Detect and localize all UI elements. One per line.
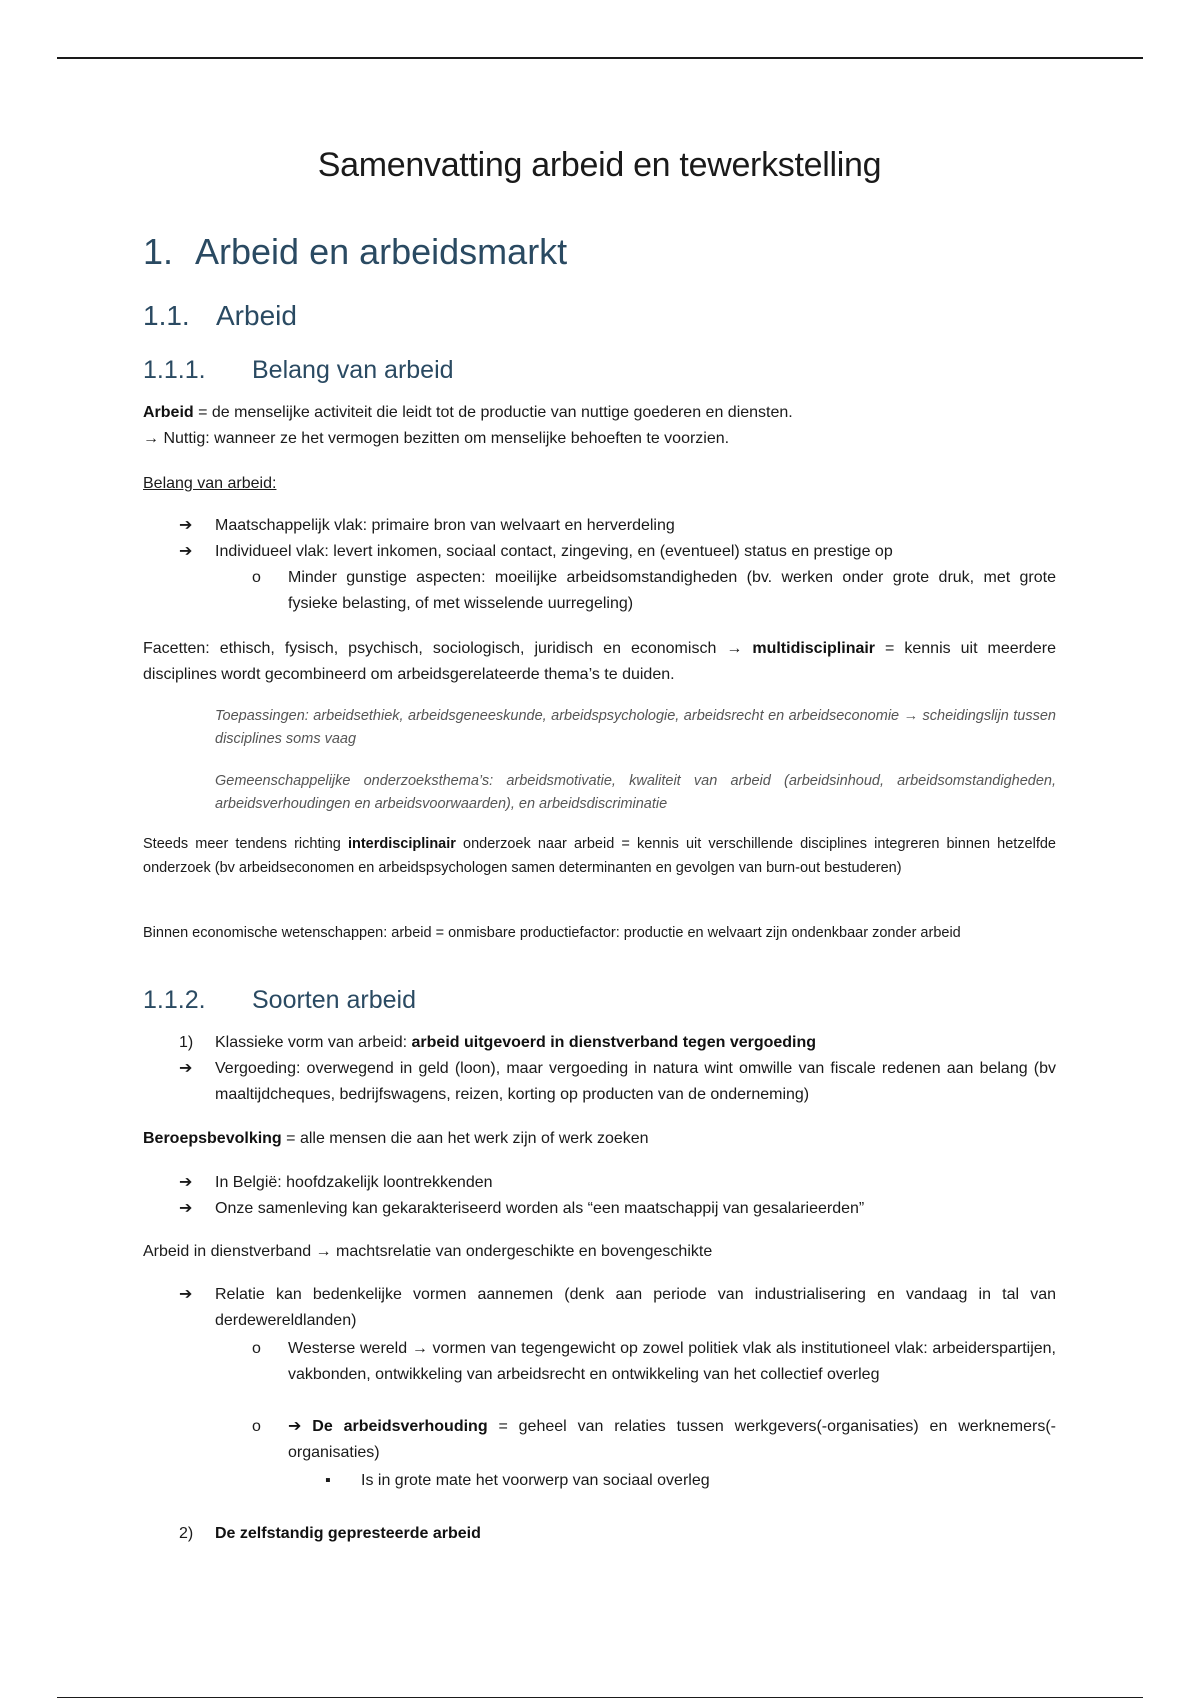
heading-number: 1.1.1. <box>143 356 206 384</box>
dienstverband-paragraph: Arbeid in dienstverband → machtsrelatie van ondergeschikte en bovengeschikte <box>143 1243 713 1260</box>
definition-text: = alle mensen die aan het werk zijn of werk zoeken <box>281 1130 649 1147</box>
belang-heading: Belang van arbeid: <box>143 475 277 492</box>
heading-1 <box>143 231 567 273</box>
numbered-item <box>179 1030 1056 1056</box>
paragraph-text: = kennis uit meerdere disciplines wordt gecombineerd om arbeidsgerelateerde thema’s te duiden. <box>143 640 1056 683</box>
list-item-text: In België: hoofdzakelijk loontrekkenden <box>215 1174 493 1191</box>
term-multidisciplinair: multidisciplinair <box>752 640 876 657</box>
list-item <box>179 1056 1056 1108</box>
heading-text: Arbeid en arbeidsmarkt <box>195 231 568 272</box>
toepassingen-note: Toepassingen: arbeidsethiek, arbeidsgeneeskunde, arbeidspsychologie, arbeidsrecht en arbeidseconomie → scheidingslijn tussen disciplines soms vaag <box>215 708 1056 747</box>
paragraph-text: Steeds meer tendens richting <box>143 836 348 852</box>
list-item <box>179 1196 1056 1222</box>
heading-1-1 <box>143 300 297 332</box>
list-item-text: Vergoeding: overwegend in geld (loon), maar vergoeding in natura wint omwille van fiscale redenen aan belang (bv maaltijdcheques, bedrijfswagens, reizen, korting op producten van de onderneming) <box>215 1060 1056 1103</box>
circle-bullet-icon: o <box>252 1340 261 1357</box>
page-title: Samenvatting arbeid en tewerkstelling <box>317 146 882 184</box>
list-item-text: = geheel van relaties tussen werkgevers(-organisaties) en werknemers(-organisaties) <box>288 1418 1057 1461</box>
circle-bullet-icon: o <box>252 569 261 586</box>
facetten-paragraph <box>143 636 1056 688</box>
arrow-icon: ➔ <box>288 1418 313 1435</box>
bottom-rule <box>57 1697 1143 1698</box>
list-item-text: Relatie kan bedenkelijke vormen aannemen (denk aan periode van industrialisering en vandaag in tal van derdewereldlanden) <box>215 1286 1056 1329</box>
onderzoeksthemas-note: Gemeenschappelijke onderzoeksthema’s: arbeidsmotivatie, kwaliteit van arbeid (arbeidsinhoud, arbeidsomstandigheden, arbeidsverhoudingen en arbeidsvoorwaarden), en arbeidsdiscriminatie <box>215 773 1056 812</box>
circle-bullet-icon: o <box>252 1418 261 1435</box>
sub-sub-list-item <box>325 1468 1056 1494</box>
list-item <box>179 539 1056 565</box>
item-number: 1) <box>179 1034 194 1051</box>
definition-text: = de menselijke activiteit die leidt tot de productie van nuttige goederen en diensten. <box>193 404 793 421</box>
heading-1-1-2 <box>143 986 416 1015</box>
heading-number: 1.1. <box>143 300 190 331</box>
list-item <box>179 513 1056 539</box>
heading-text: Soorten arbeid <box>252 986 417 1014</box>
list-item <box>179 1282 1056 1334</box>
list-item-emphasis: De zelfstandig gepresteerde arbeid <box>215 1525 481 1542</box>
list-item-text: Individueel vlak: levert inkomen, sociaal contact, zingeving, en (eventueel) status en prestige op <box>215 543 893 560</box>
definition-arbeid <box>143 400 1056 452</box>
list-item-text: Minder gunstige aspecten: moeilijke arbeidsomstandigheden (bv. werken onder grote druk, met grote fysieke belasting, of met wisselende uurregeling) <box>288 569 1056 612</box>
interdisciplinair-paragraph <box>143 832 1056 880</box>
arrow-bullet-icon: ➔ <box>179 1286 193 1303</box>
list-item-text: Westerse wereld → vormen van tegengewicht op zowel politiek vlak als institutioneel vlak: arbeiderspartijen, vakbonden, ontwikkeling van arbeidsrecht en ontwikkeling van het collectief overleg <box>288 1340 1056 1383</box>
definition-note: → Nuttig: wanneer ze het vermogen bezitten om menselijke behoeften te voorzien. <box>143 430 730 447</box>
heading-number: 1. <box>143 231 174 272</box>
list-item-text: Maatschappelijk vlak: primaire bron van welvaart en herverdeling <box>215 517 675 534</box>
term-arbeidsverhouding: De arbeidsverhouding <box>312 1418 488 1435</box>
heading-number: 1.1.2. <box>143 986 206 1014</box>
heading-1-1-1 <box>143 356 454 385</box>
term-beroepsbevolking: Beroepsbevolking <box>143 1130 282 1147</box>
list-item-text: Onze samenleving kan gekarakteriseerd worden als “een maatschappij van gesalarieerden” <box>215 1200 865 1217</box>
top-rule <box>57 57 1143 59</box>
paragraph-text: Facetten: ethisch, fysisch, psychisch, sociologisch, juridisch en economisch → <box>143 640 753 657</box>
arrow-bullet-icon: ➔ <box>179 1174 193 1191</box>
arrow-bullet-icon: ➔ <box>179 543 193 560</box>
arrow-bullet-icon: ➔ <box>179 1200 193 1217</box>
term-arbeid: Arbeid <box>143 404 194 421</box>
sub-list-item <box>252 1414 1057 1466</box>
numbered-item <box>179 1521 1056 1547</box>
paragraph-text: onderzoek naar arbeid = kennis uit verschillende disciplines integreren binnen hetzelfde onderzoek (bv arbeidseconomen en arbeidspsychologen samen determinanten en gevolgen van burn-out bestuderen) <box>143 836 1056 876</box>
sub-list-item <box>252 565 1056 617</box>
square-bullet-icon: ▪ <box>325 1472 331 1489</box>
list-item-text: Is in grote mate het voorwerp van sociaal overleg <box>361 1472 710 1489</box>
beroepsbevolking-definition <box>143 1126 1056 1152</box>
term-interdisciplinair: interdisciplinair <box>347 836 456 852</box>
list-item-emphasis: arbeid uitgevoerd in dienstverband tegen vergoeding <box>411 1034 817 1051</box>
arrow-bullet-icon: ➔ <box>179 1060 193 1077</box>
arrow-bullet-icon: ➔ <box>179 517 193 534</box>
heading-text: Arbeid <box>216 300 297 331</box>
heading-text: Belang van arbeid <box>252 356 454 384</box>
economisch-paragraph: Binnen economische wetenschappen: arbeid = onmisbare productiefactor: productie en welvaart zijn ondenkbaar zonder arbeid <box>143 925 961 941</box>
sub-list-item <box>252 1336 1056 1388</box>
list-item-text: Klassieke vorm van arbeid: <box>215 1034 412 1051</box>
item-number: 2) <box>179 1525 194 1542</box>
list-item <box>179 1170 1056 1196</box>
